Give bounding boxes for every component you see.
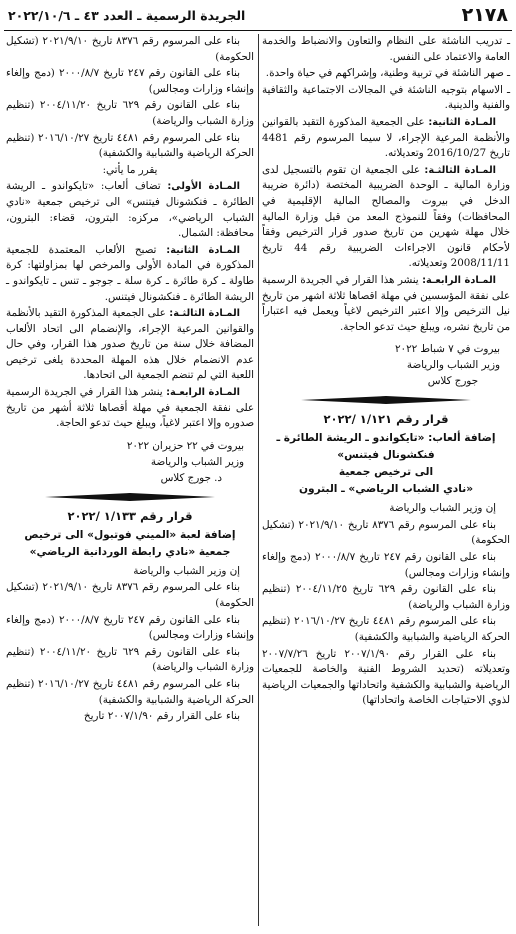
signature-place-date: بيروت في ٢٢ حزيران ٢٠٢٢	[126, 439, 244, 452]
subject-line: إضافة لعبة «الميني فوتبول» الى ترخيص	[24, 528, 236, 541]
signature-title: وزير الشباب والرياضة	[406, 359, 500, 372]
based-item: بناء على القانون رقم ٦٢٩ تاريخ ٢٠٠٤/١١/٢٠ (تنظيم وزارة الشباب والرياضة)	[6, 99, 254, 127]
page-number: ٢١٧٨	[461, 4, 508, 26]
article-text: ينشر هذا القرار في الجريدة الرسمية على نفقة المؤسسين في مهلة اقصاها ثلاثة اشهر من تاريخ نيل الترخيص وإلا اعتبر الترخيص لاغياً ويعمل فيه اعتباراً من تاريخ نشره، ويبلغ حيث تدعو الحاجة.	[262, 273, 510, 333]
signature-place-date: بيروت في ٧ شباط ٢٠٢٢	[395, 343, 500, 356]
based-item: بناء على المرسوم رقم ٨٣٧٦ تاريخ ٢٠٢١/٩/١٠ (تشكيل الحكومة)	[6, 581, 254, 610]
based-item: بناء على القرار رقم ٢٠٠٧/١/٩٠ تاريخ ٢٠٠٧/٧/٢٦ وتعديلاته (تحديد الشروط الفنية والخاصة للجمعيات الرياضية والشبابية والكشفية واتحاداتها والجمعيات الرياضية لذوي الاحتياجات الخاصة واتحاداتها)	[262, 647, 510, 707]
article-label: المـادة الثالثـة:	[169, 308, 240, 320]
intro-item: ـ الاسهام بتوجيه الناشئة في المجالات الاجتماعية والثقافية والفنية والدينية.	[262, 83, 510, 112]
decision-subject	[262, 430, 510, 498]
based-item: بناء على القانون رقم ٦٢٩ تاريخ ٢٠٠٤/١١/٢٥ (تنظيم وزارة الشباب والرياضة)	[262, 583, 510, 611]
article-label: المـادة الثانية:	[166, 244, 240, 256]
left-column	[6, 34, 254, 726]
right-column	[262, 34, 510, 710]
article-1	[6, 179, 254, 241]
based-item: بناء على المرسوم رقم ٤٤٨١ تاريخ ٢٠١٦/١٠/٢٧ (تنظيم الحركة الرياضية والشبابية والكشفية)	[6, 678, 254, 706]
article-label: المـادة الثالثـة:	[424, 164, 496, 176]
based-item: بناء على المرسوم رقم ٤٤٨١ تاريخ ٢٠١٦/١٠/٢٧ (تنظيم الحركة الرياضية والشبابية والكشفية)	[262, 615, 510, 644]
minister-line: إن وزير الشباب والرياضة	[133, 564, 240, 577]
article-label: المـادة الأولى:	[167, 181, 240, 193]
intro-item: ـ تدريب الناشئة على النظام والتعاون والانضباط والخدمة العامة والاعتماد على النفس.	[262, 35, 510, 63]
based-item: بناء على القانون رقم ٢٤٧ تاريخ ٢٠٠٠/٨/٧ (دمج وإلغاء وإنشاء وزارات ومجالس)	[262, 551, 510, 579]
decision-title: قرار رقم ١/١٢١ /٢٠٢٢	[323, 412, 449, 427]
article-text: تصبح الألعاب المعتمدة للجمعية المذكورة في المادة الأولى والمرخص لها بمزاولتها: كرة طاولة ـ كرة طائرة ـ كرة سلة ـ جوجو ـ تنس ـ تايكواندو ـ الريشة الطائرة ـ فنكشونال فيتنس.	[6, 243, 254, 303]
based-item: بناء على القانون رقم ٦٢٩ تاريخ ٢٠٠٤/١١/٢٠ (تنظيم وزارة الشباب والرياضة)	[6, 645, 254, 674]
column-divider	[258, 34, 259, 926]
subject-line: فنكشونال فيتنس»	[337, 449, 435, 462]
decides-line: يقرر ما يأتي:	[102, 163, 158, 176]
decision-title: قرار رقم ١/١٣٣ /٢٠٢٢	[67, 508, 193, 523]
based-item: بناء على المرسوم رقم ٨٣٧٦ تاريخ ٢٠٢١/٩/١٠ (تشكيل الحكومة)	[6, 35, 254, 63]
article-2	[6, 243, 254, 305]
intro-item: ـ صهر الناشئة في تربية وطنية، وإشراكهم في حياة واحدة.	[265, 67, 510, 80]
page-header	[4, 0, 512, 31]
based-item: بناء على المرسوم رقم ٤٤٨١ تاريخ ٢٠١٦/١٠/٢٧ (تنظيم الحركة الرياضية والشبابية والكشفية)	[6, 131, 254, 160]
article-label: المـادة الرابعـة:	[166, 387, 241, 399]
subject-line: جمعية «نادي رابطة الوردانية الرياضي»	[29, 545, 231, 558]
subject-line: إضافة ألعاب: «تايكواندو ـ الريشة الطائرة ـ	[276, 432, 496, 445]
article-4	[262, 273, 510, 335]
running-title: الجريدة الرسمية ـ العدد ٤٣ ـ ٢٠٢٢/١٠/٦	[8, 7, 246, 23]
article-text: على الجمعية ان تقوم بالتسجيل لدى وزارة المالية ـ الوحدة الضريبية المختصة (دائرة ضريبة الدخل في بيروت والمصالح المالية الإقليمية في المحافظات) وفقاً للنموذج المعد من قبل وزارة المالية خلال مهلة شهرين من تاريخ صدور قرار الترخيص وفقاً لأحكام قانون الاجراءات الضريبية رقم 44 تاريخ 2008/11/11 وتعديلاته.	[262, 163, 510, 270]
article-3	[6, 306, 254, 384]
article-text: على الجمعية المذكورة التقيد بالقوانين والأنظمة المرعية الإجراء، لا سيما المرسوم رقم 4481 تاريخ 2016/10/27 وتعديلاته.	[262, 115, 510, 160]
minister-line: إن وزير الشباب والرياضة	[389, 502, 496, 515]
article-text: ينشر هذا القرار في الجريدة الرسمية على نفقة الجمعية في مهلة أقصاها ثلاثة أشهر من تاريخ صدوره وإلا اعتبر لاغياً، ويبلغ حيث تدعو الحاجة.	[6, 386, 254, 430]
article-text: على الجمعية المذكورة التقيد بالأنظمة والقوانين المرعية الإجراء، والإنضمام الى اتحاد الألعاب المضافة خلال سنة من تاريخ صدور هذا القرار، وفي حال عدم الانضمام خلال هذه المهلة المحددة يلغى ترخيص اللعبة التي لم تنضم الجمعية الى اتحادها.	[6, 307, 254, 382]
based-item: بناء على القانون رقم ٢٤٧ تاريخ ٢٠٠٠/٨/٧ (دمج وإلغاء وإنشاء وزارات ومجالس)	[6, 613, 254, 642]
subject-line: «نادي الشباب الرياضي» ـ البترون	[298, 483, 474, 496]
signature-block	[6, 438, 254, 486]
signature-block	[262, 341, 510, 389]
section-separator	[6, 492, 254, 502]
signature-title: وزير الشباب والرياضة	[150, 455, 244, 468]
decision-subject	[6, 527, 254, 561]
subject-line: الى ترخيص جمعية	[338, 466, 434, 479]
based-item: بناء على المرسوم رقم ٨٣٧٦ تاريخ ٢٠٢١/٩/١٠ (تشكيل الحكومة)	[262, 518, 510, 547]
section-separator	[262, 395, 510, 405]
article-label: المـادة الثانية:	[428, 116, 496, 128]
based-item: بناء على القرار رقم ٢٠٠٧/١/٩٠ تاريخ	[83, 710, 240, 723]
article-label: المـادة الرابعـة:	[422, 274, 497, 286]
based-item: بناء على القانون رقم ٢٤٧ تاريخ ٢٠٠٠/٨/٧ (دمج وإلغاء وإنشاء وزارات ومجالس)	[6, 67, 254, 95]
signature-name: جورج كلاس	[427, 375, 478, 388]
article-text: تضاف ألعاب: «تايكواندو ـ الريشة الطائرة ـ فنكشونال فيتنس» الى ترخيص جمعية «نادي الشباب الرياضي»، مركزه: البترون، قضاء: البترون، محافظة: الشمال.	[6, 180, 254, 240]
signature-name: د. جورج كلاس	[160, 471, 222, 484]
article-2	[262, 115, 510, 162]
article-3	[262, 163, 510, 272]
article-4	[6, 385, 254, 432]
